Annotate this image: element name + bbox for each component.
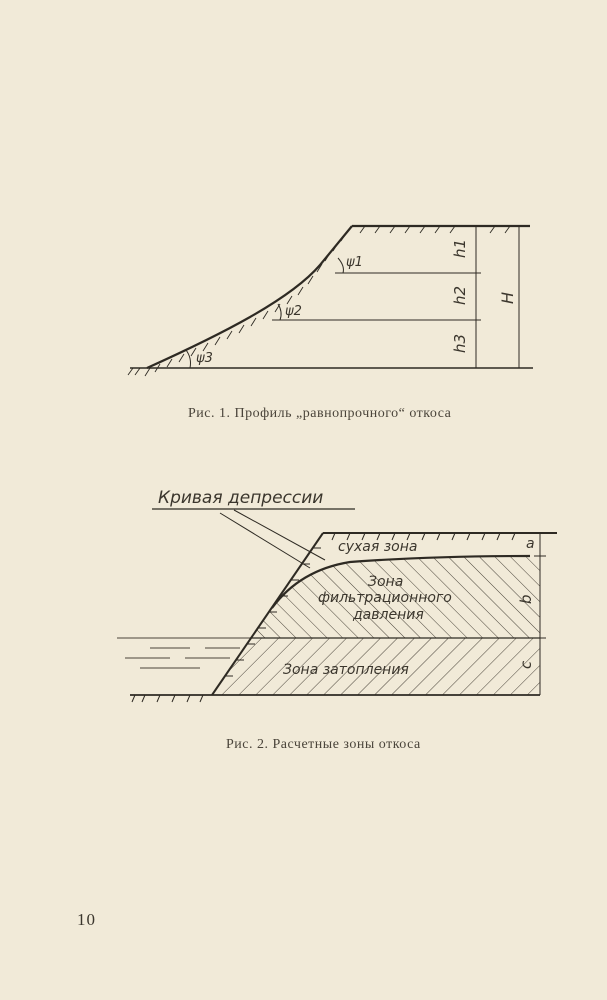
dry-zone-label: сухая зона bbox=[338, 539, 418, 555]
filtration-zone-line1: Зона bbox=[368, 574, 404, 590]
flooding-zone-label: Зона затопления bbox=[283, 662, 409, 678]
page-number: 10 bbox=[77, 910, 96, 929]
h3-label: h3 bbox=[451, 333, 469, 353]
depression-curve-title: Кривая депрессии bbox=[158, 488, 324, 508]
psi2-label: ψ2 bbox=[285, 304, 302, 319]
filtration-zone-line3: давления bbox=[353, 607, 424, 623]
psi3-label: ψ3 bbox=[196, 351, 213, 366]
psi1-label: ψ1 bbox=[346, 255, 363, 270]
dim-c-label: c bbox=[517, 660, 535, 669]
h2-label: h2 bbox=[451, 285, 469, 305]
figure-1-caption: Рис. 1. Профиль „равнопрочного“ откоса bbox=[188, 406, 452, 421]
dim-b-label: b bbox=[517, 594, 535, 604]
dim-a-label: a bbox=[526, 536, 535, 552]
filtration-zone-line2: фильтрационного bbox=[318, 590, 452, 606]
H-label: H bbox=[498, 291, 517, 304]
figure-2-caption: Рис. 2. Расчетные зоны откоса bbox=[226, 737, 421, 752]
h1-label: h1 bbox=[451, 238, 469, 258]
